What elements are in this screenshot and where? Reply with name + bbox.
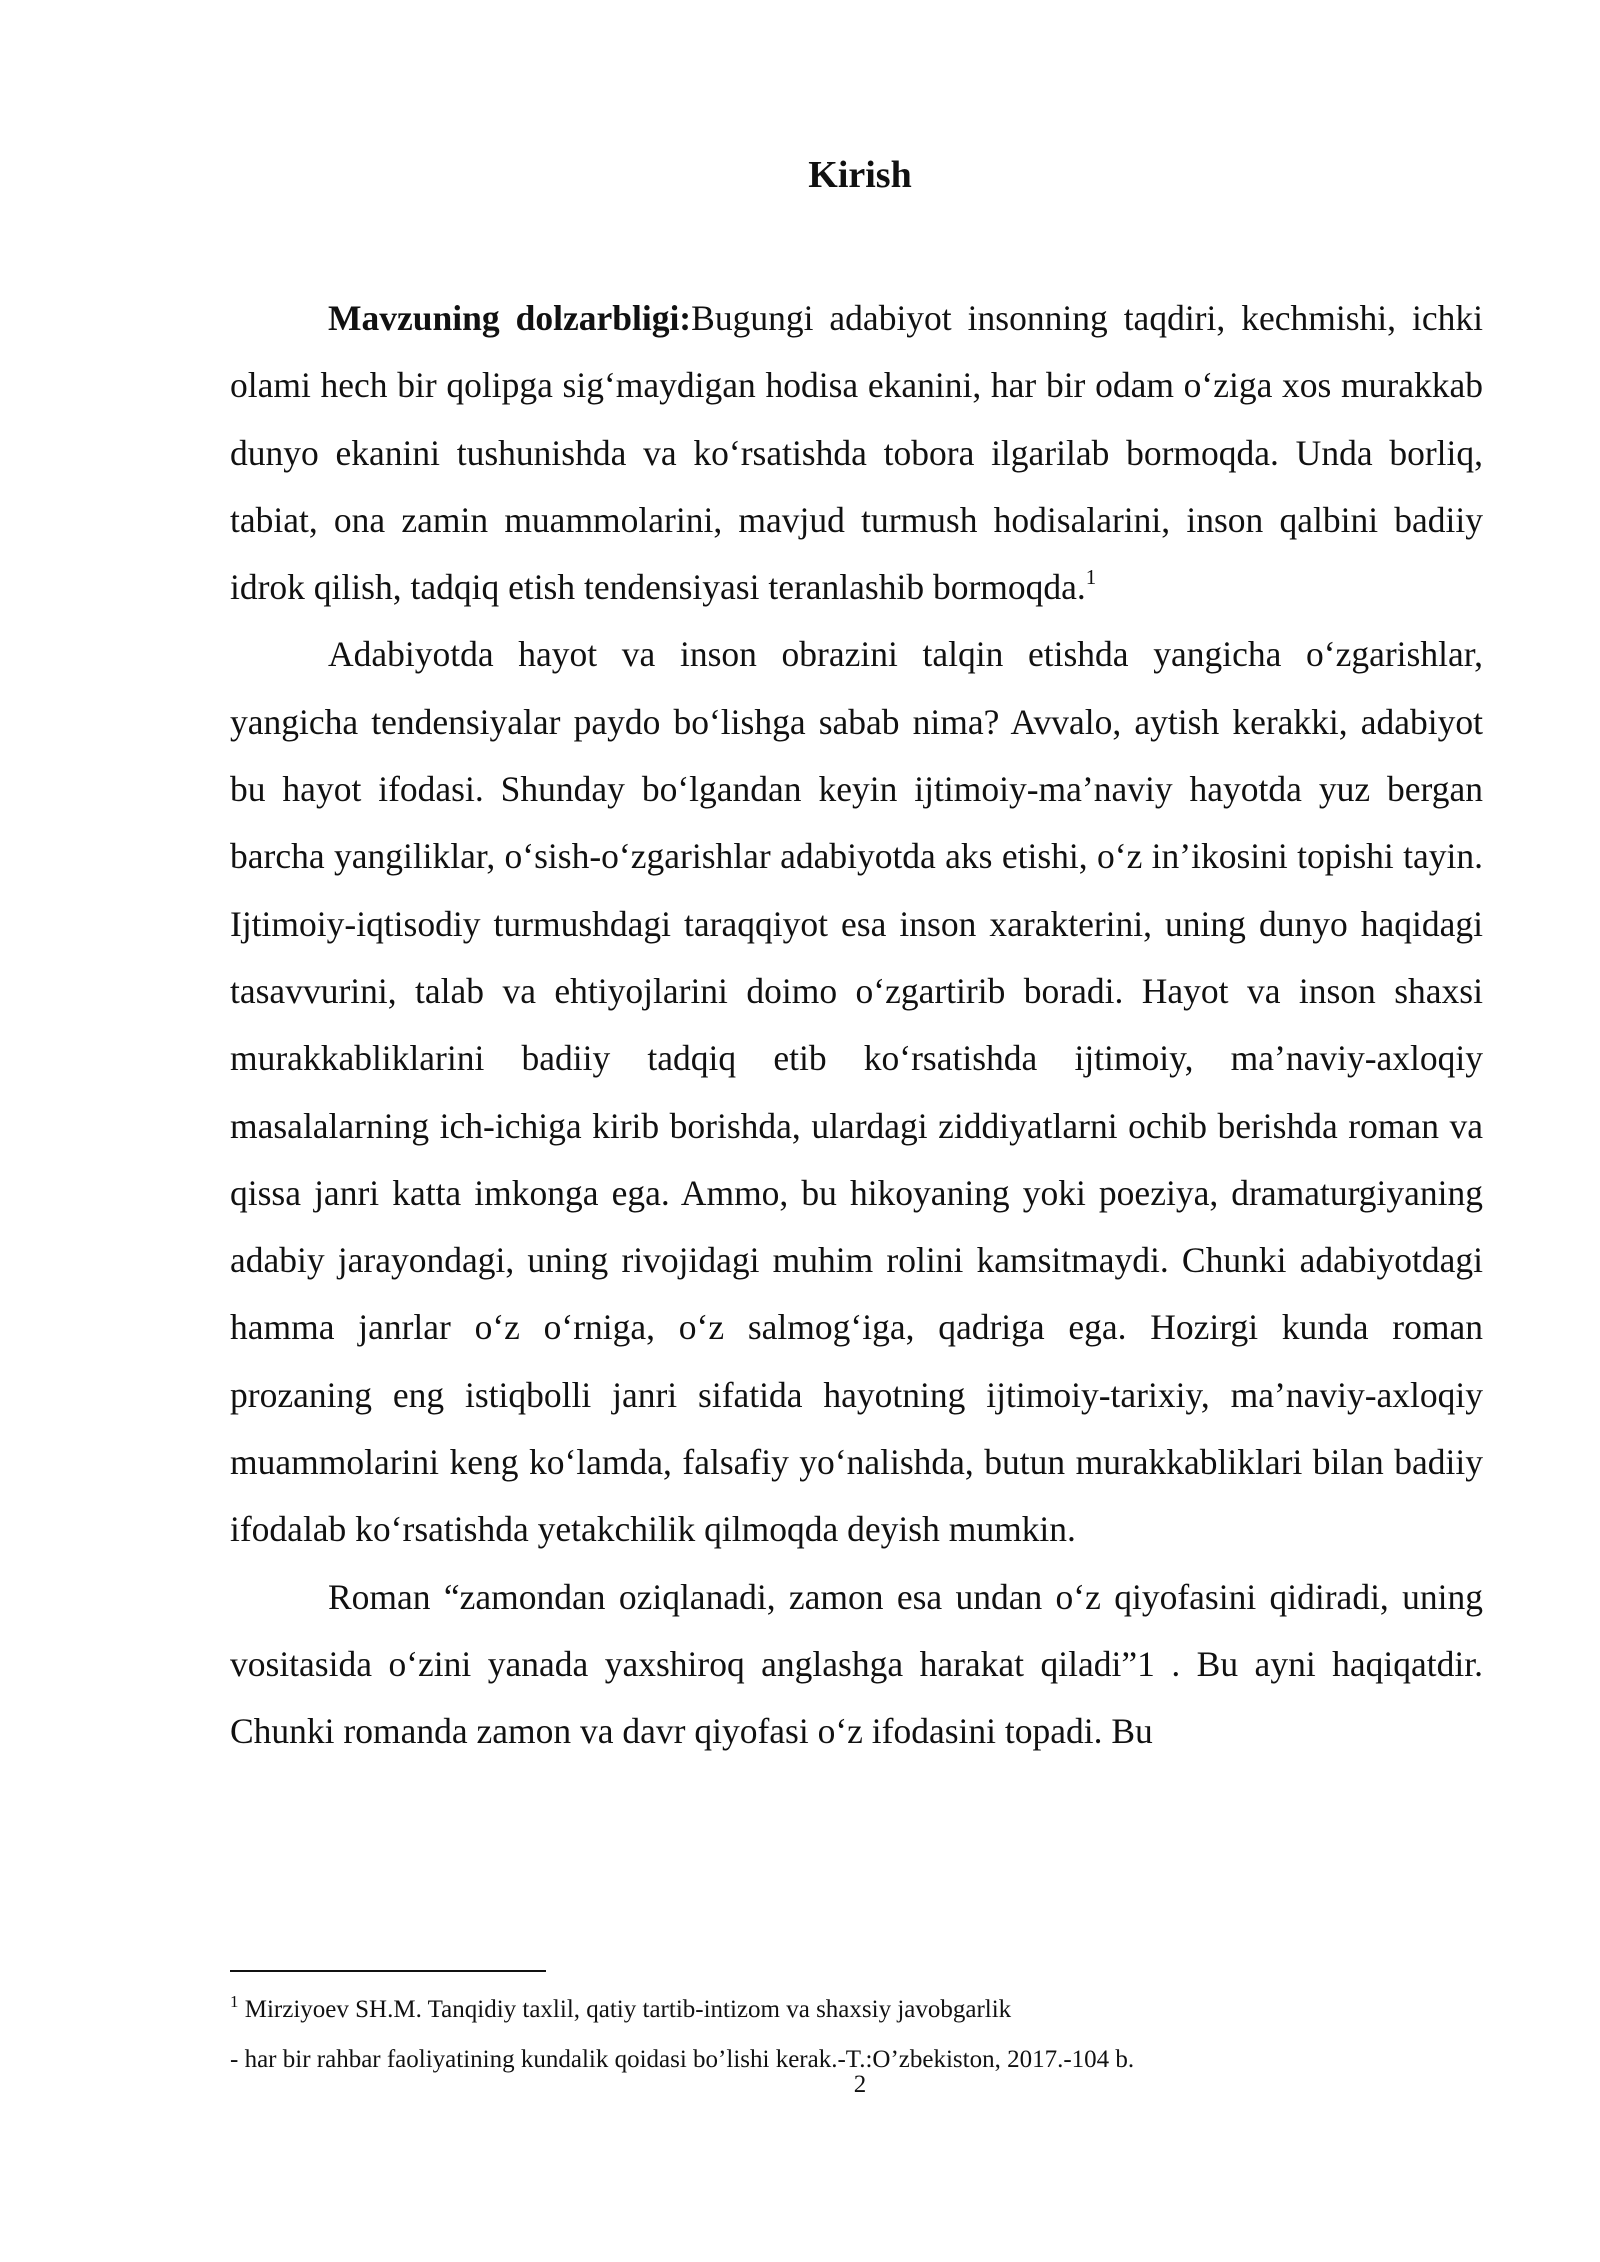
paragraph: Adabiyotda hayot va inson obrazini talqin etishda yangicha o‘zgarishlar, yangicha tendensiyalar paydo bo‘lishga sabab nima? Avvalo, aytish kerakki, adabiyot bu hayot ifodasi. Shunday bo‘lgandan keyin ijtimoiy-ma’naviy hayotda yuz bergan barcha yangiliklar, o‘sish-o‘zgarishlar adabiyotda aks etishi, o‘z in’ikosini topishi tayin. Ijtimoiy-iqtisodiy turmushdagi taraqqiyot esa inson xarakterini, uning dunyo haqidagi tasavvurini, talab va ehtiyojlarini doimo o‘zgartirib boradi. Hayot va inson shaxsi murakkabliklarini badiiy tadqiq etib ko‘rsatishda ijtimoiy, ma’naviy-axloqiy masalalarning ich-ichiga kirib borishda, ulardagi ziddiyatlarni ochib berishda roman va qissa janri katta imkonga ega. Ammo, bu hikoyaning yoki poeziya, dramaturgiyaning adabiy jarayondagi, uning rivojidagi muhim rolini kamsitmaydi. Chunki adabiyotdagi hamma janrlar o‘z o‘rniga, o‘z salmog‘iga, qadriga ega. Hozirgi kunda roman prozaning eng istiqbolli janri sifatida hayotning ijtimoiy-tarixiy, ma’naviy-axloqiy muammolarini keng ko‘lamda, falsafiy yo‘nalishda, butun murakkabliklari bilan badiiy ifodalab ko‘rsatishda yetakchilik qilmoqda deyish mumkin. (230, 634, 1483, 1550)
page-title: Kirish (808, 154, 912, 196)
paragraph-text: Bugungi adabiyot insonning taqdiri, kechmishi, ichki olami hech bir qolipga sig‘maydigan hodisa ekanini, har bir odam o‘ziga xos murakkab dunyo ekanini tushunishda va ko‘rsatishda tobora ilgarilab bormoqda. Unda borliq, tabiat, ona zamin muammolarini, mavjud turmush hodisalarini, inson qalbini badiiy idrok qilish, tadqiq etish tendensiyasi teranlashib bormoqda. (230, 298, 1484, 608)
paragraph-lead-heading: Mavzuning dolzarbligi: (328, 298, 692, 338)
body-text (230, 285, 1483, 1766)
footnote-text: Mirziyoev SH.M. Tanqidiy taxlil, qatiy tartib-intizom va shaxsiy javobgarlik (244, 1996, 1012, 2023)
paragraph: Roman “zamondan oziqlanadi, zamon esa undan o‘z qiyofasini qidiradi, uning vositasida o‘zini yanada yaxshiroq anglashga harakat qiladi”1 . Bu ayni haqiqatdir. Chunki romanda zamon va davr qiyofasi o‘z ifodasini topadi. Bu (230, 1576, 1483, 1752)
footnote-marker: 1 (230, 1992, 239, 2011)
footnote-separator (230, 1970, 546, 1972)
footnote-text-continued: - har bir rahbar faoliyatining kundalik qoidasi bo’lishi kerak.-T.:O’zbekiston, 2017.-104 b. (230, 2046, 1135, 2073)
footnote-reference[interactable]: 1 (1085, 565, 1097, 590)
paragraph-relevance (230, 285, 1483, 621)
footnote-line (230, 1985, 1483, 2035)
page-number: 2 (853, 2071, 867, 2098)
